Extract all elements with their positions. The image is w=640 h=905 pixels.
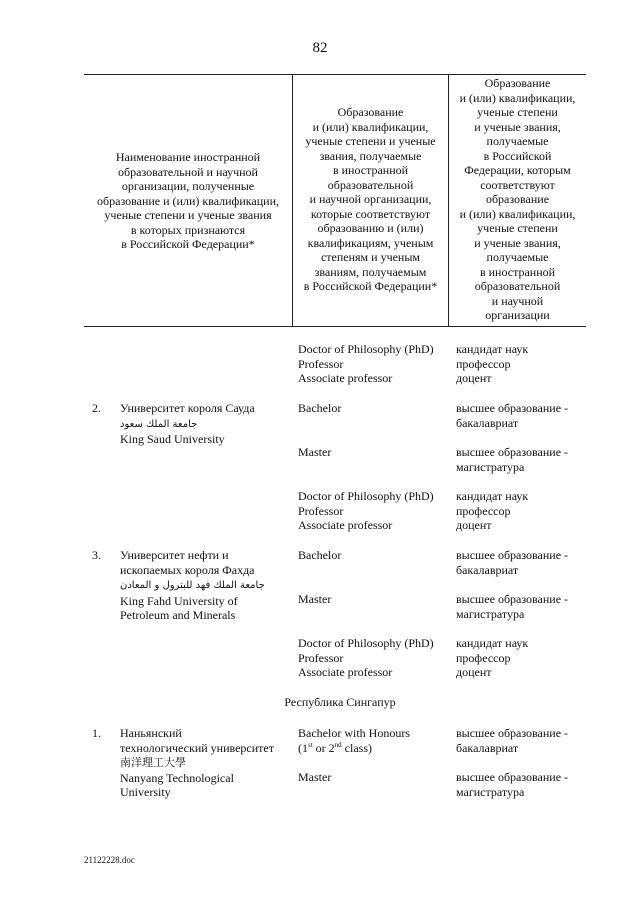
header-bottom-border xyxy=(84,326,586,327)
bachelor-label: Bachelor xyxy=(298,401,342,415)
university-name-ru: Университет короля Сауда xyxy=(120,401,255,415)
master-label: Master xyxy=(298,592,332,606)
section-heading-country: Республика Сингапур xyxy=(284,695,396,709)
bachelor-honours-label: Bachelor with Honours (1st or 2nd class) xyxy=(298,726,410,755)
doctor-degrees-russian: кандидат наук профессор доцент xyxy=(456,636,529,680)
footer-filename: 21122228.doc xyxy=(84,855,135,865)
university-name xyxy=(120,401,255,447)
doctor-degrees-foreign: Doctor of Philosophy (PhD) Professor Associate professor xyxy=(298,489,434,533)
master-equivalent: высшее образование - магистратура xyxy=(456,445,569,474)
university-name: Университет нефти и ископаемых короля Фахда جامعة الملك فهد للبترول و المعادن King Fahd University of Petroleum and Minerals xyxy=(120,548,265,623)
doctor-degrees-russian: кандидат наук профессор доцент xyxy=(456,489,529,533)
row-number: 2. xyxy=(92,401,101,415)
master-equivalent: высшее образование - магистратура xyxy=(456,770,569,799)
university-name-en: King Saud University xyxy=(120,432,225,447)
doctor-degrees-russian: кандидат наук профессор доцент xyxy=(456,342,529,386)
doctor-degrees-foreign: Doctor of Philosophy (PhD) Professor Associate professor xyxy=(298,342,434,386)
university-name-ar: جامعة الملك سعود xyxy=(120,418,198,430)
master-equivalent: высшее образование - магистратура xyxy=(456,592,569,621)
header-col-organization: Наименование иностранной образовательной и научной организации, полученные образование и (или) квалификации, ученые степени и ученые звания в которых признаются в Российской Федерации* xyxy=(97,150,279,251)
header-col-foreign-qualifications: Образование и (или) квалификации, ученые степени и ученые звания, получаемые в иностранной образовательной и научной организации, которые соответствуют образованию и (или) квалификациям, ученым степеням и ученым званиям, получаемым в Российской Федерации* xyxy=(303,105,438,293)
bachelor-equivalent: высшее образование - бакалавриат xyxy=(456,401,569,430)
doctor-degrees-foreign: Doctor of Philosophy (PhD) Professor Associate professor xyxy=(298,636,434,680)
header-col-russian-qualifications: Образование и (или) квалификации, ученые степени и ученые звания, получаемые в Российской Федерации, которым соответствуют образование и (или) квалификации, ученые степени и ученые звания, получаемые в иностранной образовательной и научной организации xyxy=(459,76,576,322)
row-number: 1. xyxy=(92,726,101,740)
university-name: Наньянский технологический университет 南洋理工大學 Nanyang Technological University xyxy=(120,726,274,800)
bachelor-equivalent: высшее образование - бакалавриат xyxy=(456,726,569,755)
table-top-border xyxy=(84,74,586,75)
page-number: 82 xyxy=(312,40,328,56)
bachelor-equivalent: высшее образование - бакалавриат xyxy=(456,548,569,577)
master-label: Master xyxy=(298,770,332,784)
bachelor-label: Bachelor xyxy=(298,548,342,562)
row-number: 3. xyxy=(92,548,101,562)
master-label: Master xyxy=(298,445,332,459)
university-name-ar: جامعة الملك فهد للبترول و المعادن xyxy=(120,580,265,592)
university-name-cn: 南洋理工大學 xyxy=(120,756,186,770)
